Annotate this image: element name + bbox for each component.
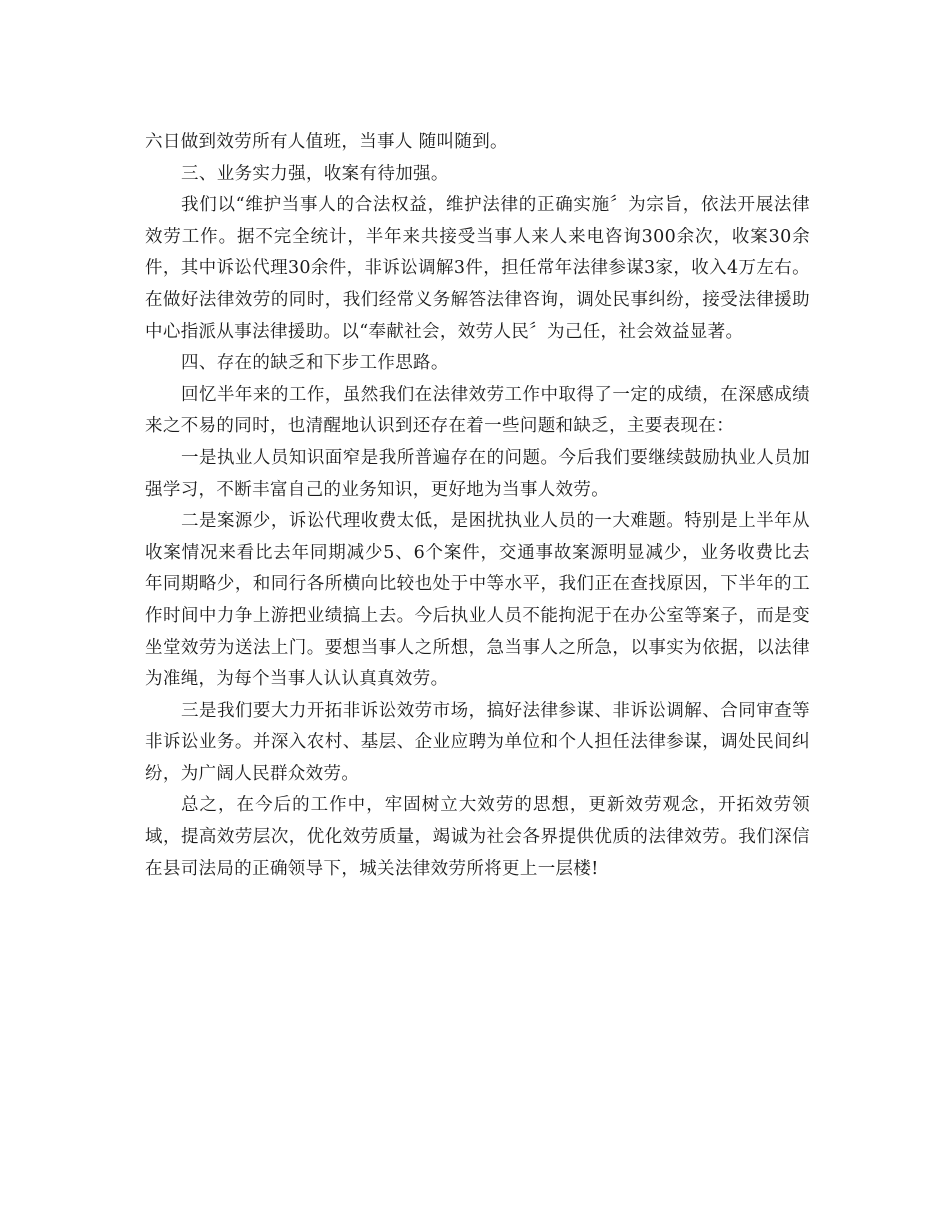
paragraph-point-two: 二是案源少，诉讼代理收费太低，是困扰执业人员的一大难题。特别是上半年从收案情况来看比去年同期减少5、6个案件，交通事故案源明显减少，业务收费比去年同期略少，和同行各所横向比较也处于中等水平，我们正在查找原因，下半年的工作时间中力争上游把业绩搞上去。今后执业人员不能拘泥于在办公室等案子，而是变坐堂效劳为送法上门。要想当事人之所想，急当事人之所急，以事实为依据，以法律为准绳，为每个当事人认认真真效劳。 bbox=[145, 511, 810, 690]
paragraph-review: 回忆半年来的工作，虽然我们在法律效劳工作中取得了一定的成绩，在深感成绩来之不易的同时，也清醒地认识到还存在着一些问题和缺乏，主要表现在： bbox=[145, 384, 810, 437]
document-body bbox=[145, 127, 810, 885]
paragraph-point-three: 三是我们要大力开拓非诉讼效劳市场，搞好法律参谋、非诉讼调解、合同审查等非诉讼业务。并深入农村、基层、企业应聘为单位和个人担任法律参谋，调处民间纠纷，为广阔人民群众效劳。 bbox=[145, 700, 810, 784]
paragraph-point-one: 一是执业人员知识面窄是我所普遍存在的问题。今后我们要继续鼓励执业人员加强学习，不断丰富自己的业务知识，更好地为当事人效劳。 bbox=[145, 447, 810, 500]
paragraph-business-stats: 我们以“维护当事人的合法权益，维护法律的正确实施〞为宗旨，依法开展法律效劳工作。据不完全统计，半年来共接受当事人来人来电咨询300余次，收案30余件，其中诉讼代理30余件，非诉讼调解3件，担任常年法律参谋3家，收入4万左右。在做好法律效劳的同时，我们经常义务解答法律咨询，调处民事纠纷，接受法律援助中心指派从事法律援助。以“奉献社会，效劳人民〞为己任，社会效益显著。 bbox=[145, 195, 810, 342]
section-heading-four: 四、存在的缺乏和下步工作思路。 bbox=[181, 353, 449, 374]
paragraph-continuation: 六日做到效劳所有人值班，当事人 随叫随到。 bbox=[145, 132, 508, 152]
section-heading-three: 三、业务实力强，收案有待加强。 bbox=[181, 163, 449, 184]
paragraph-conclusion: 总之，在今后的工作中，牢固树立大效劳的思想，更新效劳观念，开拓效劳领域，提高效劳层次，优化效劳质量，竭诚为社会各界提供优质的法律效劳。我们深信在县司法局的正确领导下，城关法律效劳所将更上一层楼! bbox=[145, 795, 810, 879]
